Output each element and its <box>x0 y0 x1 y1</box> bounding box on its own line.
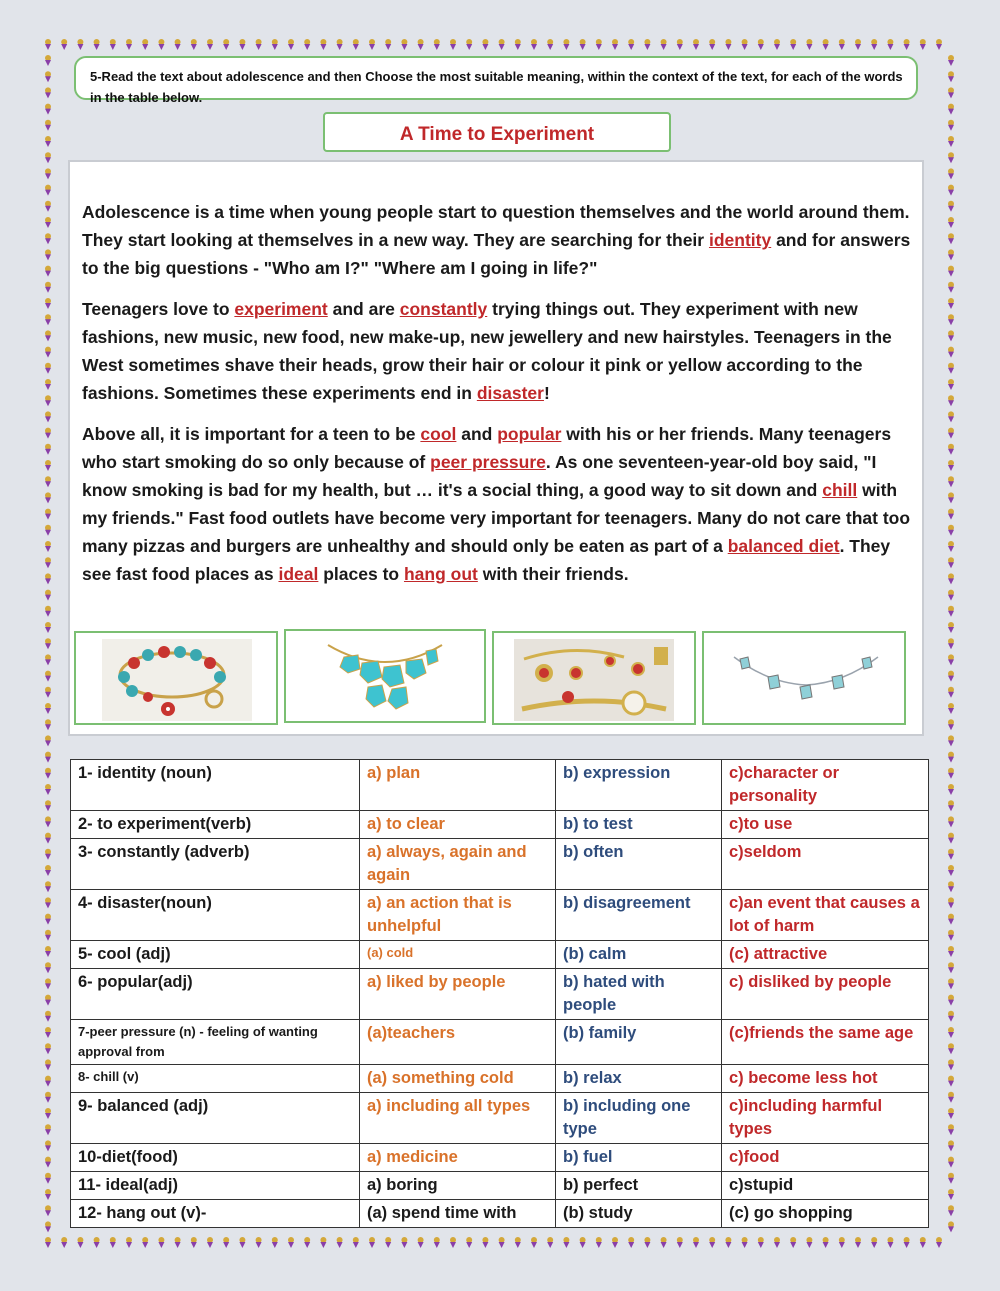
text-run: and are <box>327 299 400 319</box>
option-b-cell[interactable]: b) perfect <box>556 1172 722 1200</box>
keyword-ideal: ideal <box>278 564 319 584</box>
option-a-cell[interactable]: (a)teachers <box>360 1020 556 1065</box>
question-cell: 7-peer pressure (n) - feeling of wanting approval from <box>71 1020 360 1065</box>
option-b-cell[interactable]: b) relax <box>556 1065 722 1093</box>
paragraph-3 <box>82 420 914 588</box>
option-b-cell[interactable]: b) fuel <box>556 1144 722 1172</box>
bracelet-icon <box>102 639 252 721</box>
keyword-chill: chill <box>822 480 858 500</box>
table-row <box>71 1200 929 1228</box>
text-run: . They see fast food places as <box>82 536 891 584</box>
table-row <box>71 1144 929 1172</box>
text-run: and <box>456 424 498 444</box>
keyword-disaster: disaster <box>476 383 544 403</box>
picture-frame-4 <box>702 631 906 725</box>
option-a-cell[interactable]: a) to clear <box>360 811 556 839</box>
reading-panel <box>68 160 924 736</box>
title-box <box>323 112 671 152</box>
table-row <box>71 969 929 1020</box>
question-cell: 11- ideal(adj) <box>71 1172 360 1200</box>
option-a-cell[interactable]: a) always, again and again <box>360 839 556 890</box>
option-b-cell[interactable]: (b) study <box>556 1200 722 1228</box>
option-b-cell[interactable]: b) disagreement <box>556 890 722 941</box>
keyword-cool: cool <box>420 424 457 444</box>
option-c-cell[interactable]: c)including harmful types <box>722 1093 929 1144</box>
paragraph-1 <box>82 198 914 282</box>
text-run: with their friends. <box>477 564 629 584</box>
option-c-cell[interactable]: c)to use <box>722 811 929 839</box>
keyword-peer-pressure: peer pressure <box>430 452 546 472</box>
picture-frame-3 <box>492 631 696 725</box>
option-a-cell[interactable]: (a) something cold <box>360 1065 556 1093</box>
option-a-cell[interactable]: a) liked by people <box>360 969 556 1020</box>
text-run: . As one seventeen-year-old boy said, "I know smoking is bad for my health, but … it's a social thing, a good way to sit down and <box>82 452 877 500</box>
table-row <box>71 839 929 890</box>
text-run: ! <box>543 383 550 403</box>
vocabulary-table <box>70 759 929 1228</box>
option-b-cell[interactable]: b) including one type <box>556 1093 722 1144</box>
picture-frame-1 <box>74 631 278 725</box>
keyword-experiment: experiment <box>234 299 328 319</box>
option-c-cell[interactable]: c) become less hot <box>722 1065 929 1093</box>
question-cell: 1- identity (noun) <box>71 760 360 811</box>
picture-frame-2 <box>284 629 486 723</box>
option-b-cell[interactable]: b) hated with people <box>556 969 722 1020</box>
option-c-cell[interactable]: (c)friends the same age <box>722 1020 929 1065</box>
option-a-cell[interactable]: (a) cold <box>360 941 556 969</box>
question-cell: 8- chill (v) <box>71 1065 360 1093</box>
option-a-cell[interactable]: a) including all types <box>360 1093 556 1144</box>
necklace-icon <box>322 639 448 717</box>
paragraph-2 <box>82 295 914 407</box>
table-row <box>71 811 929 839</box>
chain-necklace-icon <box>728 637 884 723</box>
table-row <box>71 890 929 941</box>
table-row <box>71 1172 929 1200</box>
option-b-cell[interactable]: (b) calm <box>556 941 722 969</box>
question-cell: 5- cool (adj) <box>71 941 360 969</box>
option-c-cell[interactable]: c)seldom <box>722 839 929 890</box>
option-b-cell[interactable]: b) to test <box>556 811 722 839</box>
keyword-identity: identity <box>708 230 772 250</box>
table-row <box>71 941 929 969</box>
question-cell: 3- constantly (adverb) <box>71 839 360 890</box>
option-c-cell[interactable]: (c) go shopping <box>722 1200 929 1228</box>
option-c-cell[interactable]: c)character or personality <box>722 760 929 811</box>
text-run: with my friends." Fast food outlets have become very important for teenagers. Many do not care that too many pizzas and burgers are unhealthy and should only be eaten as part of a <box>82 480 911 556</box>
text-run: Above all, it is important for a teen to be <box>82 424 421 444</box>
option-c-cell[interactable]: c)stupid <box>722 1172 929 1200</box>
option-a-cell[interactable]: (a) spend time with <box>360 1200 556 1228</box>
question-cell: 4- disaster(noun) <box>71 890 360 941</box>
keyword-popular: popular <box>497 424 562 444</box>
question-cell: 6- popular(adj) <box>71 969 360 1020</box>
option-c-cell[interactable]: c)an event that causes a lot of harm <box>722 890 929 941</box>
question-cell: 2- to experiment(verb) <box>71 811 360 839</box>
table-row <box>71 1065 929 1093</box>
option-b-cell[interactable]: (b) family <box>556 1020 722 1065</box>
table-row <box>71 760 929 811</box>
question-cell: 10-diet(food) <box>71 1144 360 1172</box>
option-a-cell[interactable]: a) plan <box>360 760 556 811</box>
text-run: and for answers to the big questions - "Who am I?" "Where am I going in life?" <box>82 230 911 278</box>
table-row <box>71 1020 929 1065</box>
keyword-constantly: constantly <box>399 299 488 319</box>
page-title: A Time to Experiment <box>399 124 595 145</box>
jewellery-set-icon <box>514 639 674 721</box>
option-a-cell[interactable]: a) an action that is unhelpful <box>360 890 556 941</box>
text-run: with his or her friends. Many teenagers who start smoking do so only because of <box>82 424 892 472</box>
option-c-cell[interactable]: c)food <box>722 1144 929 1172</box>
option-c-cell[interactable]: (c) attractive <box>722 941 929 969</box>
option-a-cell[interactable]: a) medicine <box>360 1144 556 1172</box>
text-run: Adolescence is a time when young people start to question themselves and the world around them. They start looking at themselves in a new way. They are searching for their <box>82 202 910 250</box>
keyword-balanced-diet: balanced diet <box>727 536 840 556</box>
question-cell: 9- balanced (adj) <box>71 1093 360 1144</box>
instruction-box <box>74 56 918 105</box>
text-run: places to <box>318 564 404 584</box>
keyword-hang-out: hang out <box>403 564 478 584</box>
question-cell: 12- hang out (v)- <box>71 1200 360 1228</box>
option-b-cell[interactable]: b) expression <box>556 760 722 811</box>
option-a-cell[interactable]: a) boring <box>360 1172 556 1200</box>
table-row <box>71 1093 929 1144</box>
option-b-cell[interactable]: b) often <box>556 839 722 890</box>
text-run: Teenagers love to <box>82 299 235 319</box>
text-run: trying things out. They experiment with new fashions, new music, new food, new make-up, new jewellery and new hairstyles. Teenagers in the West sometimes shave their heads, grow their hair or colour it pink or yellow according to the fashions. Sometimes these experiments end in <box>82 299 892 403</box>
instruction-text: 5-Read the text about adolescence and then Choose the most suitable meaning, within the context of the text, for each of the words in the table below. <box>90 69 903 105</box>
option-c-cell[interactable]: c) disliked by people <box>722 969 929 1020</box>
